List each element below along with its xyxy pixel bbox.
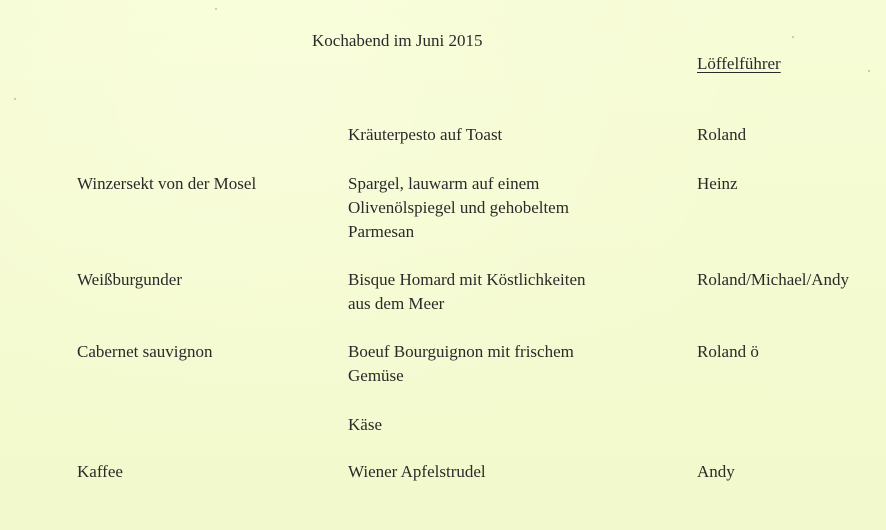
cook-column-header: Löffelführer — [697, 54, 781, 73]
cook-name: Heinz — [697, 174, 738, 193]
wine-name: Winzersekt von der Mosel — [77, 174, 257, 193]
wine-name: Cabernet sauvignon — [77, 342, 213, 361]
dish-line: Kräuterpesto auf Toast — [348, 125, 503, 144]
dish-line: Parmesan — [348, 222, 415, 241]
dish-line: Boeuf Bourguignon mit frischem — [348, 342, 574, 361]
dish-line: aus dem Meer — [348, 294, 445, 313]
dish-line: Käse — [348, 415, 382, 434]
cook-name: Roland — [697, 125, 747, 144]
scan-speck — [14, 98, 16, 100]
page-title: Kochabend im Juni 2015 — [312, 31, 483, 50]
cook-name: Andy — [697, 462, 735, 481]
cook-name: Roland ö — [697, 342, 759, 361]
dish-line: Olivenölspiegel und gehobeltem — [348, 198, 569, 217]
wine-name: Kaffee — [77, 462, 123, 481]
scan-speck — [792, 36, 794, 38]
wine-name: Weißburgunder — [77, 270, 183, 289]
scan-speck — [868, 70, 870, 72]
dish-line: Wiener Apfelstrudel — [348, 462, 486, 481]
dish-line: Spargel, lauwarm auf einem — [348, 174, 540, 193]
scan-speck — [215, 8, 217, 10]
cook-name: Roland/Michael/Andy — [697, 270, 850, 289]
dish-line: Bisque Homard mit Köstlichkeiten — [348, 270, 586, 289]
dish-line: Gemüse — [348, 366, 404, 385]
